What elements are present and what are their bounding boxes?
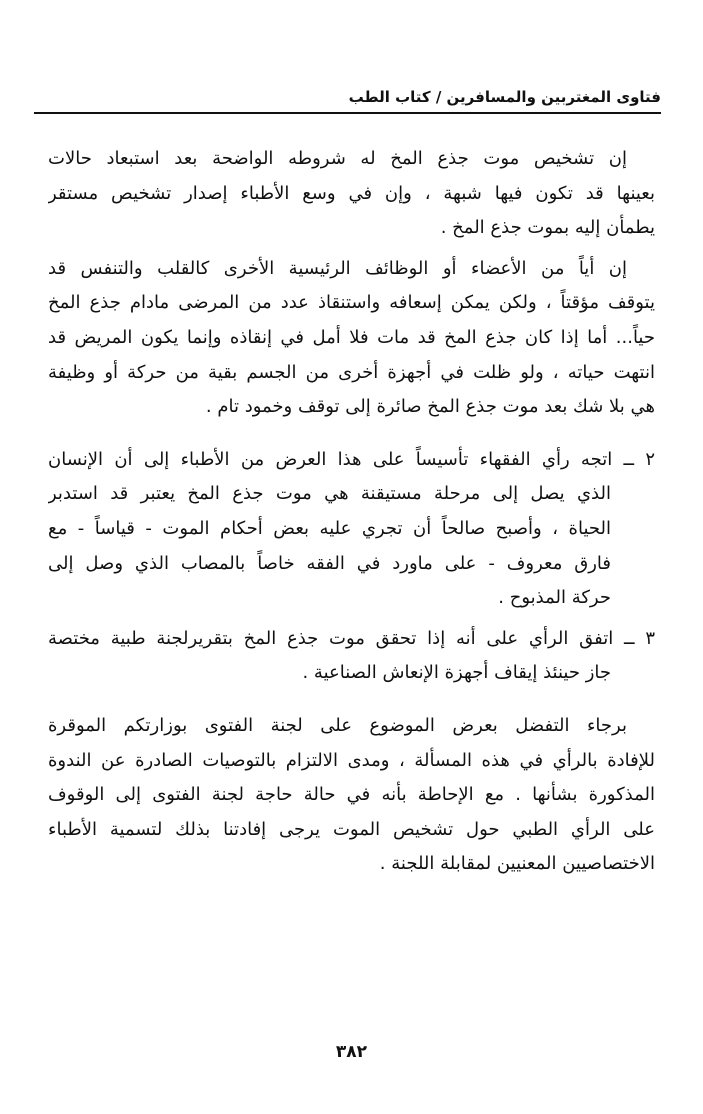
text-line: الحياة ، وأصبح صالحاً أن تجري عليه بعض أحكام الموت - قياساً - مع (48, 517, 611, 539)
running-header: فتاوى المغتربين والمسافرين / كتاب الطب (348, 88, 661, 106)
paragraph-item-3 (48, 622, 655, 691)
text-line: ٢ ــ اتجه رأي الفقهاء تأسيساً على هذا العرض من الأطباء إلى أن الإنسان (48, 448, 655, 470)
text-line: انتهت حياته ، ولو ظلت في أجهزة أخرى من الجسم بقية من حركة أو وظيفة (48, 361, 655, 383)
text-line: برجاء التفضل بعرض الموضوع على لجنة الفتوى بوزارتكم الموقرة (48, 714, 627, 736)
text-line: ٣ ــ اتفق الرأي على أنه إذا تحقق موت جذع المخ بتقريرلجنة طبية مختصة (48, 627, 655, 649)
text-line: بعينها قد تكون فيها شبهة ، وإن في وسع الأطباء إصدار تشخيص مستقر (48, 182, 655, 204)
paragraph-item-2 (48, 443, 655, 616)
page-body (48, 142, 655, 882)
text-line: الاختصاصيين المعنيين لمقابلة اللجنة . (379, 853, 655, 875)
paragraph-organ-functions (48, 252, 655, 425)
text-line: على الرأي الطبي حول تشخيص الموت يرجى إفادتنا بذلك لتسمية الأطباء (48, 818, 655, 840)
text-line: هي بلا شك بعد موت جذع المخ صائرة إلى توقف وخمود تام . (205, 396, 655, 418)
paragraph-request (48, 709, 655, 882)
text-line: حياً... أما إذا كان جذع المخ قد مات فلا أمل في إنقاذه وإنما يكون المريض قد (48, 326, 655, 348)
text-line: الذي يصل إلى مرحلة مستيقنة هي موت جذع المخ يعتبر قد استدبر (48, 483, 611, 505)
text-line: جاز حينئذ إيقاف أجهزة الإنعاش الصناعية . (302, 662, 611, 684)
text-line: حركة المذبوح . (498, 587, 611, 609)
header-rule (34, 112, 661, 114)
paragraph-brain-death-diagnosis (48, 142, 655, 246)
text-line: إن تشخيص موت جذع المخ له شروطه الواضحة بعد استبعاد حالات (48, 148, 627, 169)
page-number: ٣٨٢ (335, 1042, 368, 1062)
text-line: يتوقف مؤقتاً ، ولكن يمكن إسعافه واستنقاذ عدد من المرضى مادام جذع المخ (48, 292, 655, 314)
text-line: فارق معروف - على ماورد في الفقه خاصاً بالمصاب الذي وصل إلى (48, 552, 611, 574)
text-line: إن أياً من الأعضاء أو الوظائف الرئيسية الأخرى كالقلب والتنفس قد (48, 257, 627, 279)
text-line: يطمأن إليه بموت جذع المخ . (440, 217, 655, 239)
text-line: للإفادة بالرأي في هذه المسألة ، ومدى الالتزام بالتوصيات الصادرة عن الندوة (48, 749, 655, 771)
text-line: المذكورة بشأنها . مع الإحاطة بأنه في حالة حاجة لجنة الفتوى إلى الوقوف (48, 784, 655, 806)
